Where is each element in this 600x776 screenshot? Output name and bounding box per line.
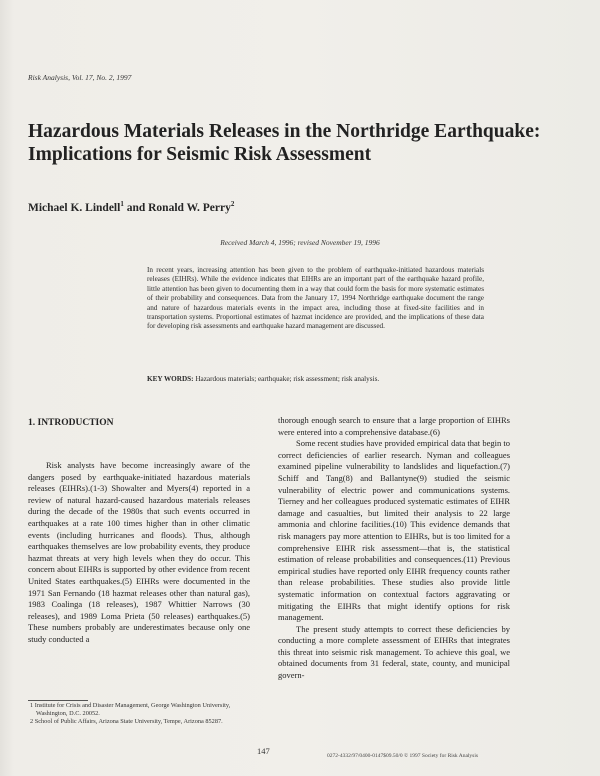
- footnote-marker: 1: [120, 200, 124, 208]
- body-column-right: [278, 415, 510, 682]
- author-line: [28, 200, 234, 214]
- footnote-marker: 2: [230, 200, 235, 208]
- body-paragraph: Risk analysts have become increasingly aware of the dangers posed by earthquake-initiated hazardous materials releases (EIHRs).(1-3) Showalter and Myers(4) reported in a review of natural hazard-caused hazardous materials releases during the decade of the 1980s that such events occurred in earthquakes at a rate 100 times higher than in other climatic events (including hurricanes and floods). Thus, although earthquakes themselves are low probability events, they produce hazmat threats at very high levels when they do occur. This concern about EIHRs is supported by other evidence from recent United States earthquakes.(5) EIHRs were documented in the 1971 San Fernando (18 hazmat releases other than natural gas), 1983 Coalinga (18 releases), 1987 Whittier Narrows (30 releases), and 1989 Loma Prieta (50 releases) earthquakes.(5) These numbers probably are underestimates because only one study conducted a: [28, 460, 250, 644]
- author-name: Ronald W. Perry: [148, 201, 231, 214]
- keywords-text: Hazardous materials; earthquake; risk assessment; risk analysis.: [193, 375, 380, 383]
- keywords-label: KEY WORDS:: [147, 375, 194, 383]
- body-paragraph: thorough enough search to ensure that a large proportion of EIHRs were entered into a comprehensive database.(6): [278, 415, 510, 437]
- received-dates: Received March 4, 1996; revised November 19, 1996: [220, 238, 380, 247]
- issn-line: 0272-4332/97/0400-0147$09.50/0 © 1997 Society for Risk Analysis: [327, 753, 478, 759]
- section-heading: 1. INTRODUCTION: [28, 418, 114, 428]
- footnote: 2 School of Public Affairs, Arizona State University, Tempe, Arizona 85287.: [30, 718, 223, 725]
- author-name: Michael K. Lindell: [28, 201, 121, 214]
- footnote-divider: [28, 700, 88, 701]
- body-column-left: [28, 460, 250, 646]
- author-conjunction: and: [123, 201, 149, 214]
- paper-title: Hazardous Materials Releases in the Northridge Earthquake: Implications for Seismic Risk Assessment: [28, 121, 541, 165]
- footnotes: [28, 702, 250, 726]
- page-number: 147: [257, 746, 270, 756]
- keywords: [147, 375, 487, 383]
- body-paragraph: The present study attempts to correct these deficiencies by conducting a more complete assessment of EIHRs that integrates this threat into seismic risk management. To achieve this goal, we obtained documents from 31 federal, state, county, and municipal govern-: [278, 623, 510, 681]
- abstract: In recent years, increasing attention has been given to the problem of earthquake-initiated hazardous materials releases (EIHRs). While the evidence indicates that EIHRs are an important part of the earthquake hazard profile, little attention has been given to documenting them in a way that could form the basis for more systematic estimates of their probability and consequences. Data from the January 17, 1994 Northridge earthquake document the range and nature of hazardous materials events in the impact area, including those at fixed-site facilities and in transportation systems. Proportional estimates of hazmat incidence are provided, and the implications of these data for developing risk assessments and earthquake hazard management are discussed.: [147, 266, 484, 331]
- journal-header: Risk Analysis, Vol. 17, No. 2, 1997: [28, 73, 132, 82]
- body-paragraph: Some recent studies have provided empirical data that begin to correct deficiencies of earlier research. Nyman and colleagues examined pipeline vulnerability to landslides and liquefaction.(7) Schiff and Tang(8) and Ballantyne(9) studied the seismic vulnerability of electric power and communications systems. Tierney and her colleagues produced systematic estimates of EIHR damage and casualties, but limited their analysis to 22 large ammonia and chlorine facilities.(10) This evidence demands that risk managers pay more attention to EIHRs, but is too limited for a comprehensive EIHR risk assessment—that is, the statistical estimation of release probabilities and consequences.(11) Previous empirical studies have reported only EIHR frequency counts rather than release probabilities. These studies also provide little systematic information on contextual factors aggravating or mitigating the EIHRs that might identify options for risk management.: [278, 438, 510, 623]
- footnote: 1 Institute for Crisis and Disaster Management, George Washington University, Washington, D.C. 20052.: [30, 702, 231, 717]
